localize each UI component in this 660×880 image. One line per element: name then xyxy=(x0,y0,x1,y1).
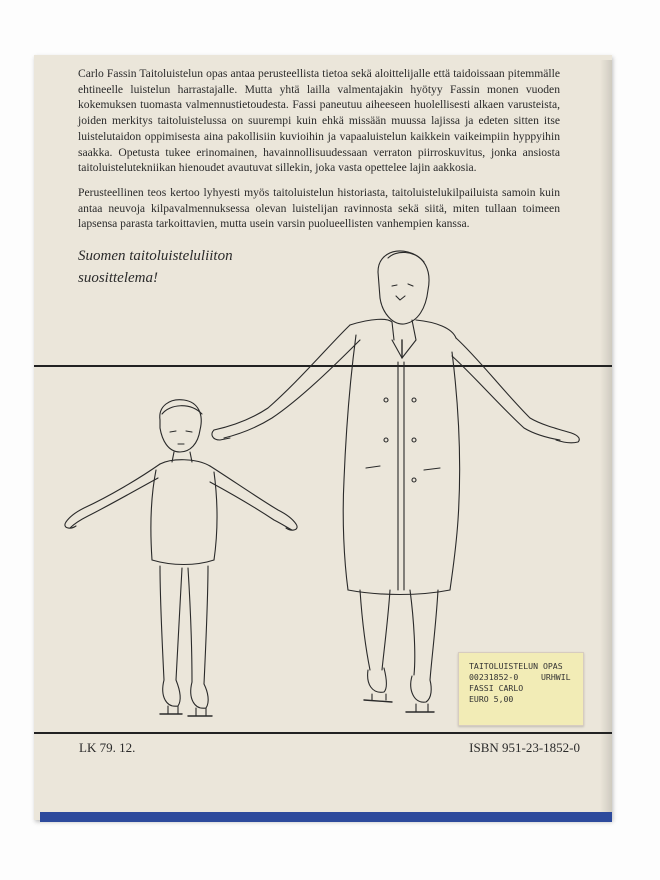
sticker-code: 00231852-0 xyxy=(469,672,519,682)
sticker-price: EURO 5,00 xyxy=(469,694,514,704)
child-figure xyxy=(65,400,297,716)
coach-figure xyxy=(212,251,579,712)
description-paragraph-1: Carlo Fassin Taitoluistelun opas antaa perusteellista tietoa sekä aloittelijalle että taidoissaan pitemmälle ehtineelle luistelun harrastajalle. Mutta yhtä lailla valmentajakin hyötyy Fassin monen vuoden kokemuksen tuomasta valmennustietoudesta. Fassi paneutuu aiheeseen huolellisesti alkaen varusteista, joiden merkitys taitoluistelussa on suurempi kuin ehkä missään muussa lajissa ja edeten sitten itse luistelutaidon oppimisesta aina pakollisiin kuvioihin ja vapaaluistelun kaikkein vaikeimpiin hyppyihin saakka. Opetusta tukee erinomainen, havainnollisuudessaan verraton piirroskuvitus, jonka ansiosta taitoluistelutekniikan hienoudet avautuvat sillekin, joka vasta opettelee lajin aakkosia. xyxy=(78,67,560,175)
sticker-publisher: URHWIL xyxy=(541,672,571,682)
tagline-line-2: suosittelema! xyxy=(78,270,158,286)
sticker-author: FASSI CARLO xyxy=(469,683,524,693)
isbn-number: ISBN 951-23-1852-0 xyxy=(469,740,580,755)
tagline-line-1: Suomen taitoluisteluliiton xyxy=(78,248,233,264)
sticker-title: TAITOLUISTELUN OPAS xyxy=(469,661,563,671)
price-sticker xyxy=(458,652,584,726)
description-paragraph-2: Perusteellinen teos kertoo lyhyesti myös taitoluistelun historiasta, taitoluistelukilpailuista samoin kuin antaa neuvoja kilpavalmennuksessa olevan luistelijan ravinnosta sekä siitä, miten tullaan toimeen lapsensa parasta tarkoittavien, mutta usein varsin puolueellisten vanhempien kanssa. xyxy=(78,186,560,231)
catalog-code: LK 79. 12. xyxy=(79,740,136,755)
